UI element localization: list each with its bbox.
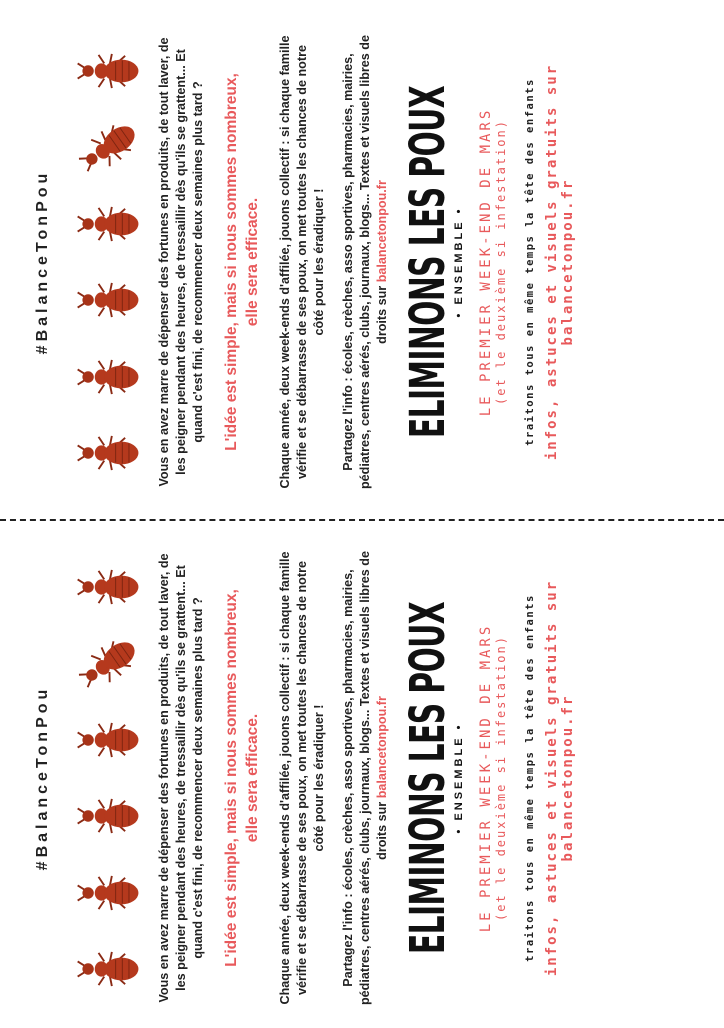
idea-line-1: L'idée est simple, mais si nous sommes nombreux, <box>223 73 240 451</box>
flyer-top <box>0 12 724 512</box>
date-subline: (et le deuxième si infestation) <box>494 635 508 921</box>
date-line: LE PREMIER WEEK-END DE MARS <box>478 107 494 417</box>
site-line[interactable]: infos, astuces et visuels gratuits sur balancetonpou.fr <box>544 579 576 977</box>
share-text: Partagez l'info : écoles, crèches, asso sportives, pharmacies, mairies, pédiatres, centres aérés, clubs, journaux, blogs... Textes et visuels libres de droits sur <box>341 34 389 490</box>
treat-line: traitons tous en même temps la tête des enfants <box>524 78 536 446</box>
cut-line-divider <box>0 519 724 521</box>
headline: ELIMINONS LES POUX <box>400 85 456 439</box>
hashtag: #BalanceTonPou <box>34 169 51 355</box>
louse-icon <box>75 950 143 988</box>
site-line[interactable]: infos, astuces et visuels gratuits sur balancetonpou.fr <box>544 63 576 461</box>
collective-paragraph: Chaque année, deux week-ends d'affilée, jouons collectif : si chaque famille vérifie et se débarrasse de ses poux, on met toutes les chances de notre côté pour les éradiquer ! <box>278 551 326 1005</box>
intro-paragraph: Vous en avez marre de dépenser des fortunes en produits, de tout laver, de les peigner pendant des heures, de tressaillir dès qu'ils se grattent... Et quand c'est fini, de recommencer deux semaines plus tard ? <box>157 553 205 1003</box>
idea-line-2: elle sera efficace. <box>244 713 261 843</box>
intro-paragraph: Vous en avez marre de dépenser des fortunes en produits, de tout laver, de les peigner pendant des heures, de tressaillir dès qu'ils se grattent... Et quand c'est fini, de recommencer deux semaines plus tard ? <box>157 37 205 487</box>
headline: ELIMINONS LES POUX <box>400 601 456 955</box>
flyer-bottom <box>0 528 724 1028</box>
flyer-content <box>12 22 712 502</box>
idea-statement <box>221 568 263 988</box>
louse-icon <box>75 568 143 606</box>
louse-icon <box>75 797 143 835</box>
share-link[interactable]: balancetonpou.fr <box>375 696 389 799</box>
louse-icon <box>75 358 143 396</box>
louse-icon <box>75 434 143 472</box>
share-paragraph <box>340 551 391 1006</box>
collective-paragraph: Chaque année, deux week-ends d'affilée, jouons collectif : si chaque famille vérifie et se débarrasse de ses poux, on met toutes les chances de notre côté pour les éradiquer ! <box>278 35 326 489</box>
louse-icon <box>75 52 143 90</box>
lice-row <box>74 52 144 472</box>
louse-icon <box>75 205 143 243</box>
idea-line-1: L'idée est simple, mais si nous sommes nombreux, <box>223 589 240 967</box>
louse-icon <box>75 281 143 319</box>
flyer-content <box>12 538 712 1018</box>
together-label: • ENSEMBLE • <box>453 206 465 318</box>
louse-icon <box>75 874 143 912</box>
louse-icon <box>70 628 147 698</box>
louse-icon <box>70 112 147 182</box>
hashtag: #BalanceTonPou <box>34 685 51 871</box>
lice-row <box>74 568 144 988</box>
treat-line: traitons tous en même temps la tête des enfants <box>524 594 536 962</box>
idea-statement <box>221 52 263 472</box>
date-subline: (et le deuxième si infestation) <box>494 119 508 405</box>
share-paragraph <box>340 35 391 490</box>
share-link[interactable]: balancetonpou.fr <box>375 180 389 283</box>
share-text: Partagez l'info : écoles, crèches, asso sportives, pharmacies, mairies, pédiatres, centres aérés, clubs, journaux, blogs... Textes et visuels libres de droits sur <box>341 550 389 1006</box>
together-label: • ENSEMBLE • <box>453 722 465 834</box>
idea-line-2: elle sera efficace. <box>244 197 261 327</box>
date-line: LE PREMIER WEEK-END DE MARS <box>478 623 494 933</box>
louse-icon <box>75 721 143 759</box>
